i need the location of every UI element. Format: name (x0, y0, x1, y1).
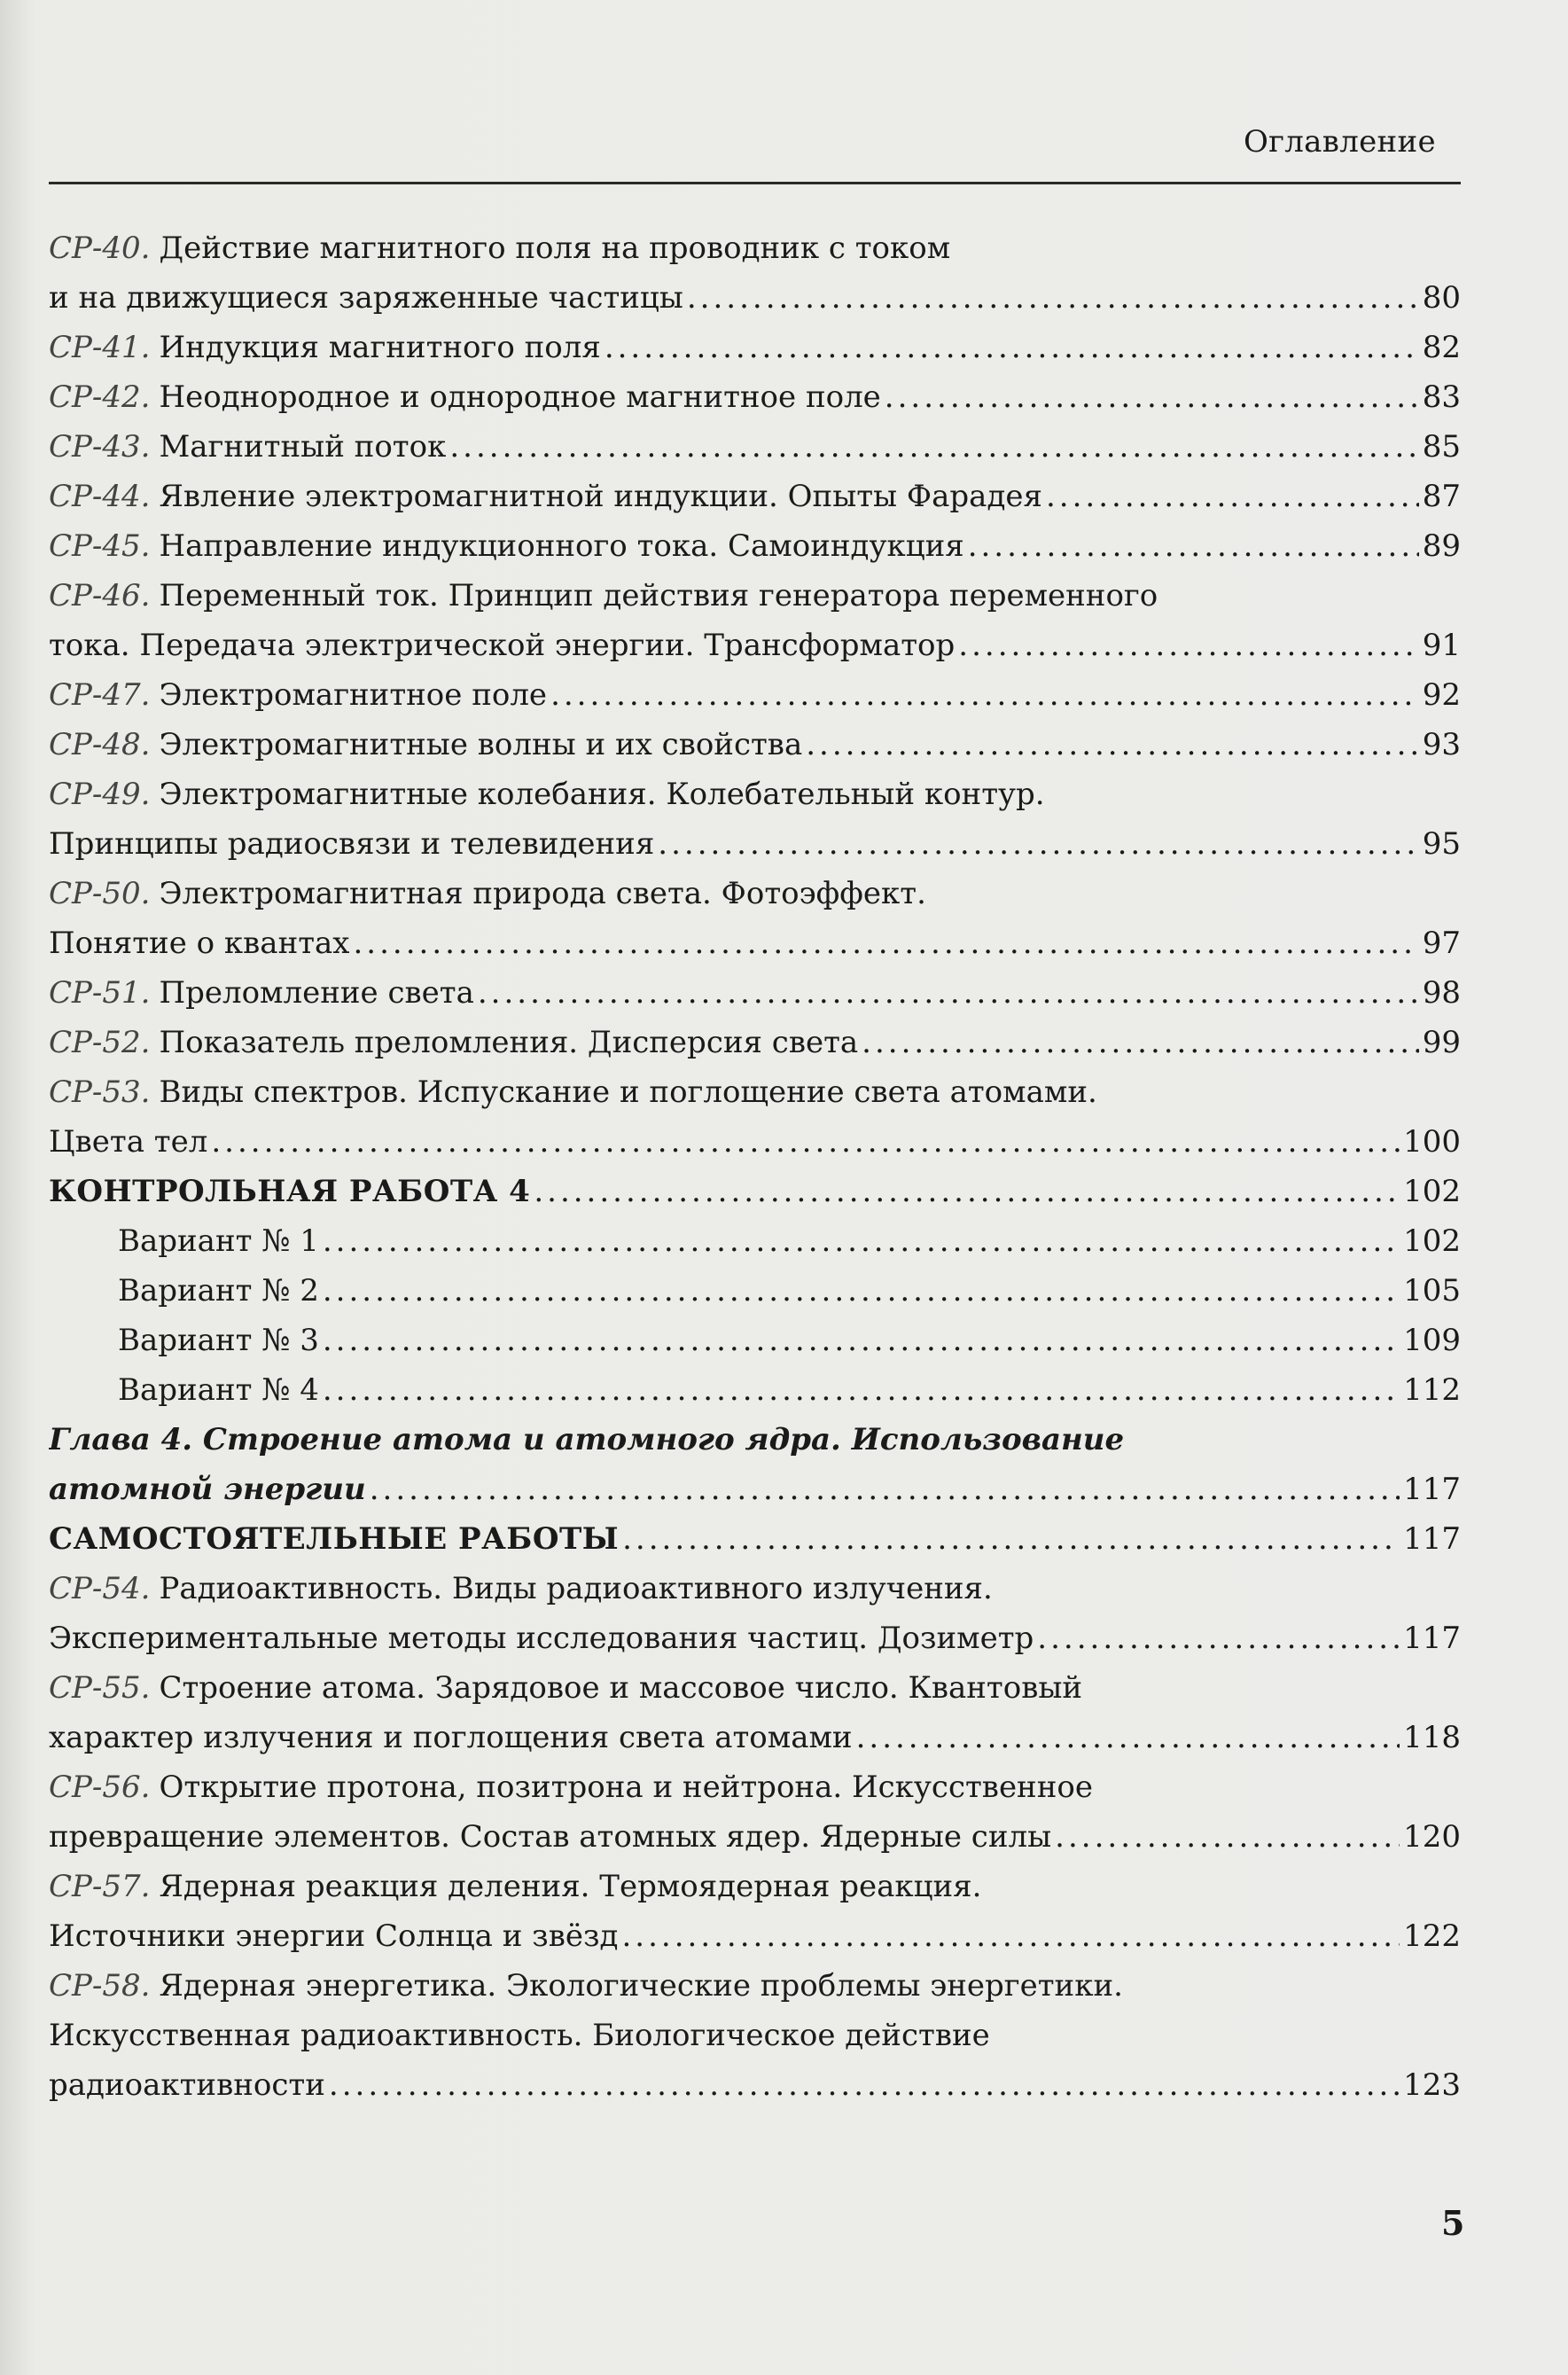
toc-entry-code: СР-42. (49, 379, 151, 415)
toc-line (49, 2011, 1461, 2060)
toc-entry-title: Вариант № 3 (118, 1323, 319, 1358)
dot-leader (622, 1514, 1400, 1564)
dot-leader (1046, 472, 1419, 521)
toc-entry-title: и на движущиеся заряженные частицы (49, 280, 683, 316)
toc-entry (49, 670, 1461, 720)
toc-entry-title: Цвета тел (49, 1124, 208, 1160)
toc-entry-title: Экспериментальные методы исследования частиц. Дозиметр (49, 1621, 1034, 1656)
dot-leader (478, 968, 1419, 1018)
toc-entry-title: радиоактивности (49, 2067, 325, 2103)
toc-entry-title: Радиоактивность. Виды радиоактивного излучения. (159, 1571, 993, 1606)
toc-line (49, 422, 1461, 472)
toc-page-number: 117 (1403, 1472, 1461, 1507)
toc-entry-title: Открытие протона, позитрона и нейтрона. Искусственное (159, 1770, 1093, 1805)
dot-leader (958, 621, 1418, 670)
dot-leader (323, 1216, 1400, 1266)
toc-entry (49, 1216, 1461, 1266)
header-rule (49, 182, 1461, 184)
toc-entry (49, 1067, 1461, 1167)
toc-entry (49, 1564, 1461, 1663)
toc-page-number: 117 (1403, 1521, 1461, 1557)
toc-line (49, 968, 1461, 1018)
toc-line (49, 472, 1461, 521)
toc-entry (49, 1365, 1461, 1415)
toc-line (49, 1365, 1461, 1415)
toc-line (49, 918, 1461, 968)
toc-page-number: 99 (1422, 1025, 1461, 1060)
toc-entry-code: СР-50. (49, 876, 151, 911)
toc-page-number: 92 (1422, 677, 1461, 713)
toc-page-number: 87 (1422, 479, 1461, 514)
toc-entry-code: СР-58. (49, 1968, 151, 2004)
dot-leader (550, 670, 1419, 720)
toc-entry-code: СР-47. (49, 677, 151, 713)
toc-entry-title: Электромагнитная природа света. Фотоэффект. (159, 876, 926, 911)
toc-page-number: 118 (1403, 1720, 1461, 1755)
toc-entry-code: СР-54. (49, 1571, 151, 1606)
toc-entry-code: СР-41. (49, 330, 151, 365)
toc-page-number: 117 (1403, 1621, 1461, 1656)
dot-leader (329, 2060, 1400, 2110)
dot-leader (323, 1365, 1400, 1415)
toc-entry (49, 869, 1461, 968)
toc-line (49, 1564, 1461, 1613)
toc-entry-code: СР-53. (49, 1074, 151, 1110)
toc-entry (49, 521, 1461, 571)
toc-entry (49, 770, 1461, 869)
toc-entry-code: СР-48. (49, 727, 151, 762)
toc-entry (49, 372, 1461, 422)
toc-line (49, 1663, 1461, 1713)
toc-entry-title: Источники энергии Солнца и звёзд (49, 1918, 619, 1954)
toc-line (49, 1316, 1461, 1365)
table-of-contents (49, 223, 1461, 2110)
dot-leader (968, 521, 1419, 571)
toc-line (49, 770, 1461, 819)
dot-leader (806, 720, 1419, 770)
toc-entry-title: Ядерная реакция деления. Термоядерная реакция. (159, 1869, 982, 1904)
toc-page-number: 91 (1422, 628, 1461, 663)
dot-leader (323, 1266, 1400, 1316)
toc-entry-title: Электромагнитное поле (159, 677, 548, 713)
toc-entry-code: СР-51. (49, 975, 151, 1011)
toc-line (49, 621, 1461, 670)
toc-entry-title: Преломление света (159, 975, 474, 1011)
toc-page-number: 85 (1422, 429, 1461, 465)
toc-entry (49, 1167, 1461, 1216)
dot-leader (885, 372, 1419, 422)
toc-entry (49, 323, 1461, 372)
toc-line (49, 1415, 1461, 1465)
toc-line (49, 1216, 1461, 1266)
toc-page-number: 102 (1403, 1174, 1461, 1209)
dot-leader (658, 819, 1418, 869)
toc-entry-title: Вариант № 2 (118, 1273, 319, 1309)
toc-line (49, 1762, 1461, 1812)
toc-page-number: 82 (1422, 330, 1461, 365)
toc-line (49, 819, 1461, 869)
toc-page-number: 98 (1422, 975, 1461, 1011)
dot-leader (1055, 1812, 1400, 1862)
toc-line (49, 1613, 1461, 1663)
toc-page-number: 102 (1403, 1223, 1461, 1259)
toc-line (49, 2060, 1461, 2110)
toc-page-number: 93 (1422, 727, 1461, 762)
page-number: 5 (1441, 2203, 1465, 2243)
toc-page-number: 120 (1403, 1819, 1461, 1855)
dot-leader (1037, 1613, 1400, 1663)
toc-line (49, 273, 1461, 323)
toc-entry (49, 1663, 1461, 1762)
toc-page-number: 80 (1422, 280, 1461, 316)
toc-entry (49, 223, 1461, 323)
toc-entry-title: Переменный ток. Принцип действия генератора переменного (159, 578, 1158, 613)
toc-line (49, 1067, 1461, 1117)
toc-entry-title: Вариант № 1 (118, 1223, 319, 1259)
toc-entry-title: Направление индукционного тока. Самоиндукция (159, 528, 964, 564)
toc-line (49, 1862, 1461, 1911)
toc-line (49, 1117, 1461, 1167)
toc-entry-title: Явление электромагнитной индукции. Опыты Фарадея (159, 479, 1042, 514)
toc-entry (49, 720, 1461, 770)
toc-entry-title: Виды спектров. Испускание и поглощение света атомами. (159, 1074, 1097, 1110)
toc-entry-title: Ядерная энергетика. Экологические проблемы энергетики. (159, 1968, 1123, 2004)
toc-entry-title: Показатель преломления. Дисперсия света (159, 1025, 859, 1060)
toc-entry-code: СР-44. (49, 479, 151, 514)
toc-line (49, 372, 1461, 422)
toc-line (49, 1018, 1461, 1067)
toc-entry-title: Понятие о квантах (49, 926, 350, 961)
toc-line (49, 869, 1461, 918)
toc-entry-title: тока. Передача электрической энергии. Трансформатор (49, 628, 956, 663)
toc-entry (49, 571, 1461, 670)
toc-line (49, 223, 1461, 273)
toc-page-number: 123 (1403, 2067, 1461, 2103)
toc-page-number: 83 (1422, 379, 1461, 415)
toc-entry-title: Неоднородное и однородное магнитное поле (159, 379, 881, 415)
toc-line (49, 1812, 1461, 1862)
toc-entry-code: СР-46. (49, 578, 151, 613)
toc-entry-code: СР-45. (49, 528, 151, 564)
toc-page-number: 97 (1422, 926, 1461, 961)
toc-line (49, 1961, 1461, 2011)
running-head: Оглавление (1244, 124, 1436, 160)
dot-leader (687, 273, 1419, 323)
toc-entry-title: КОНТРОЛЬНАЯ РАБОТА 4 (49, 1174, 531, 1209)
toc-page-number: 122 (1403, 1918, 1461, 1954)
dot-leader (449, 422, 1418, 472)
toc-entry-code: СР-52. (49, 1025, 151, 1060)
toc-entry-title: Искусственная радиоактивность. Биологическое действие (49, 2018, 990, 2053)
toc-line (49, 670, 1461, 720)
toc-entry-code: СР-43. (49, 429, 151, 465)
toc-line (49, 1514, 1461, 1564)
dot-leader (862, 1018, 1419, 1067)
toc-entry-title: Магнитный поток (159, 429, 447, 465)
toc-entry-title: характер излучения и поглощения света атомами (49, 1720, 853, 1755)
dot-leader (354, 918, 1419, 968)
toc-line (49, 1167, 1461, 1216)
toc-entry (49, 1018, 1461, 1067)
toc-line (49, 1266, 1461, 1316)
toc-entry (49, 1266, 1461, 1316)
toc-entry (49, 472, 1461, 521)
dot-leader (323, 1316, 1400, 1365)
toc-entry-code: СР-56. (49, 1770, 151, 1805)
dot-leader (621, 1911, 1400, 1961)
dot-leader (211, 1117, 1400, 1167)
toc-entry (49, 1415, 1461, 1514)
toc-entry-title: Действие магнитного поля на проводник с током (159, 230, 951, 266)
toc-line (49, 323, 1461, 372)
toc-entry-title: САМОСТОЯТЕЛЬНЫЕ РАБОТЫ (49, 1521, 620, 1557)
toc-page-number: 95 (1422, 826, 1461, 862)
toc-line (49, 521, 1461, 571)
toc-page-number: 109 (1403, 1323, 1461, 1358)
toc-entry-title: Вариант № 4 (118, 1372, 319, 1408)
toc-line (49, 1713, 1461, 1762)
toc-entry-code: СР-57. (49, 1869, 151, 1904)
toc-entry (49, 1514, 1461, 1564)
toc-entry-title: Глава 4. Строение атома и атомного ядра. Использование (49, 1422, 1125, 1457)
toc-entry-title: Принципы радиосвязи и телевидения (49, 826, 655, 862)
toc-entry-title: Электромагнитные колебания. Колебательный контур. (159, 777, 1045, 812)
toc-line (49, 1465, 1461, 1514)
toc-entry (49, 1762, 1461, 1862)
toc-entry-code: СР-49. (49, 777, 151, 812)
toc-page-number: 100 (1403, 1124, 1461, 1160)
toc-entry-title: атомной энергии (49, 1472, 366, 1507)
toc-entry-title: Индукция магнитного поля (159, 330, 601, 365)
toc-entry-title: Электромагнитные волны и их свойства (159, 727, 803, 762)
toc-entry-title: превращение элементов. Состав атомных ядер. Ядерные силы (49, 1819, 1052, 1855)
toc-entry (49, 1961, 1461, 2110)
toc-page-number: 105 (1403, 1273, 1461, 1309)
toc-line (49, 1911, 1461, 1961)
toc-line (49, 720, 1461, 770)
toc-line (49, 571, 1461, 621)
toc-entry-code: СР-40. (49, 230, 151, 266)
dot-leader (370, 1465, 1400, 1514)
toc-entry-code: СР-55. (49, 1670, 151, 1706)
toc-entry (49, 1862, 1461, 1961)
toc-entry (49, 1316, 1461, 1365)
toc-page-number: 89 (1422, 528, 1461, 564)
toc-entry (49, 422, 1461, 472)
dot-leader (534, 1167, 1400, 1216)
toc-page-number: 112 (1403, 1372, 1461, 1408)
toc-entry-title: Строение атома. Зарядовое и массовое число. Квантовый (159, 1670, 1083, 1706)
dot-leader (605, 323, 1419, 372)
toc-entry (49, 968, 1461, 1018)
dot-leader (856, 1713, 1400, 1762)
